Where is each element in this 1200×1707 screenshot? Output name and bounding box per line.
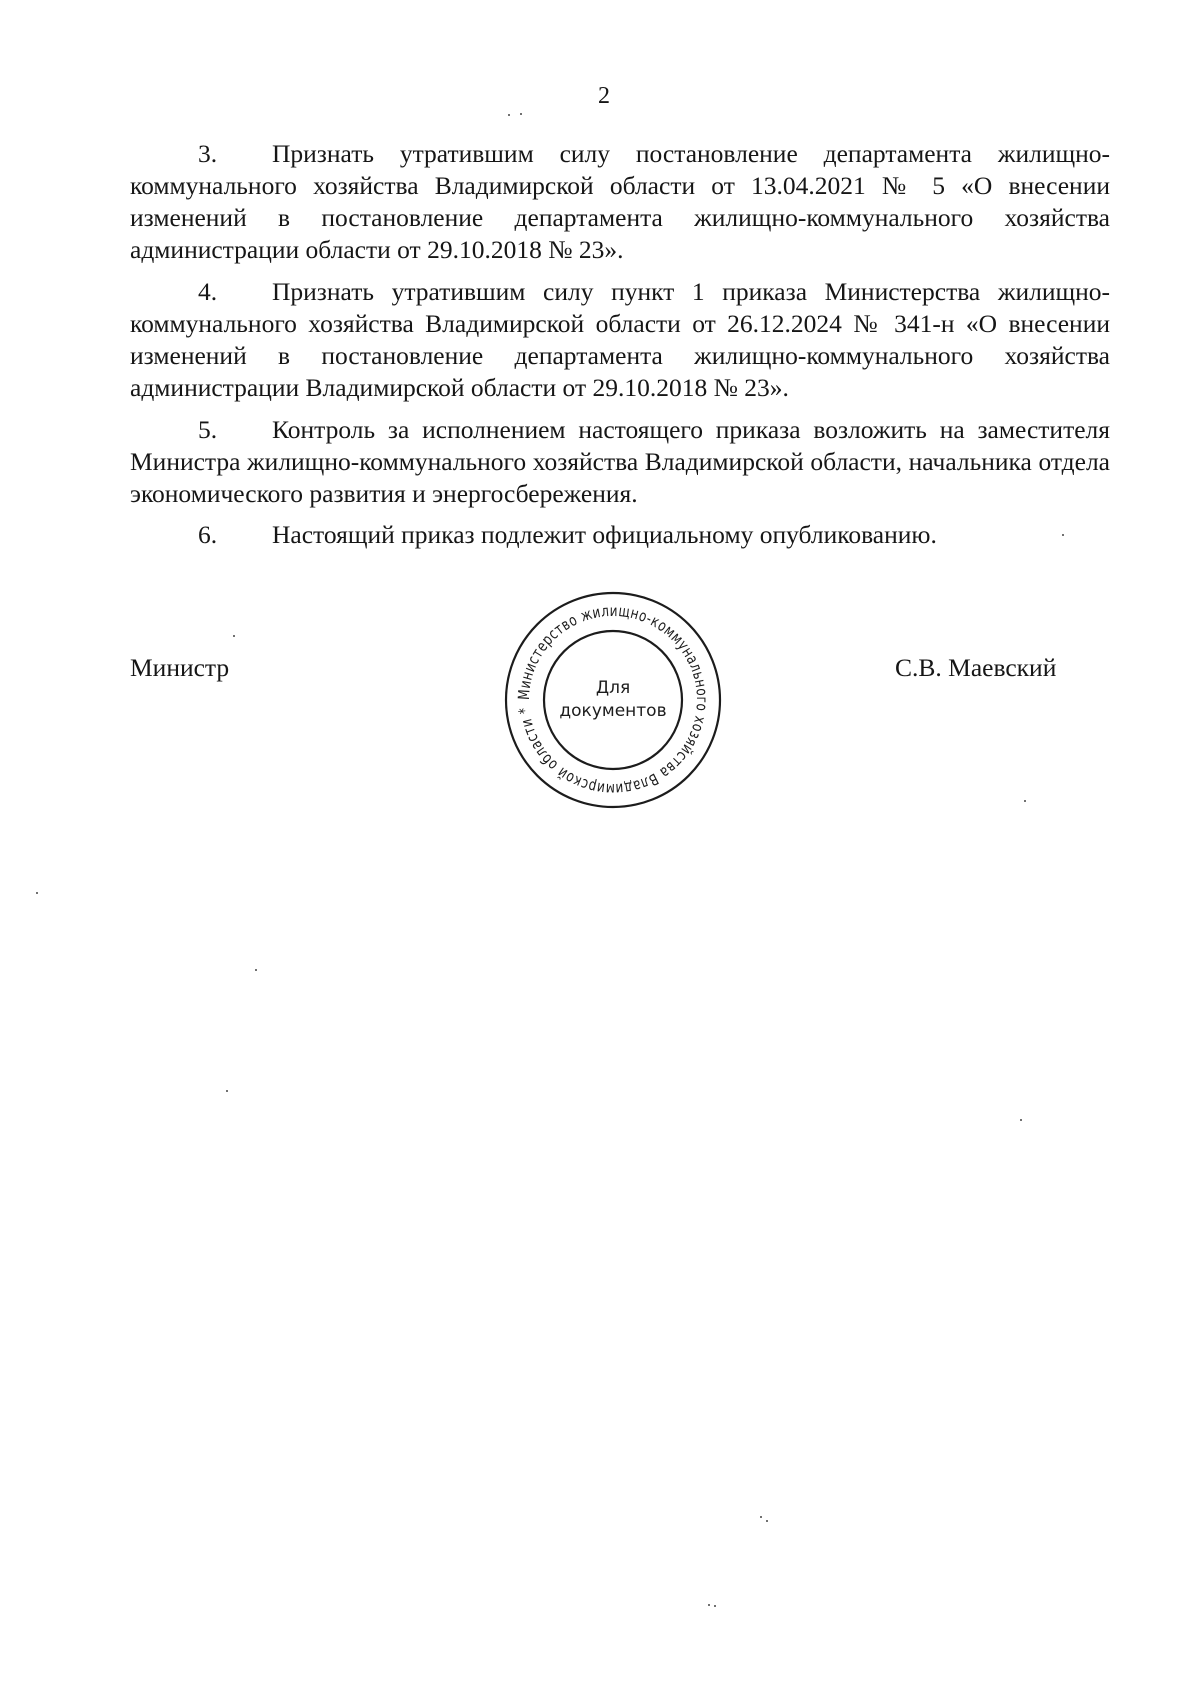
scan-speck (508, 114, 510, 116)
paragraph-text: Контроль за исполнением настоящего приказа возложить на заместителя Министра жилищно-коммунального хозяйства Владимирской области, начальника отдела экономического развития и энергосбережения. (130, 415, 1110, 508)
stamp-center-line2: документов (559, 701, 667, 721)
paragraph-3 (130, 138, 1110, 266)
scan-speck (36, 892, 38, 894)
scan-speck (1020, 1119, 1022, 1121)
paragraph-text: Признать утратившим силу постановление департамента жилищно-коммунального хозяйства Владимирской области от 13.04.2021 № 5 «О внесении изменений в постановление департамента жилищно-коммунального хозяйства администрации области от 29.10.2018 № 23». (130, 139, 1110, 264)
stamp-inner-ring (544, 631, 682, 769)
paragraph-text: Настоящий приказ подлежит официальному опубликованию. (272, 520, 937, 549)
paragraph-6 (130, 519, 1110, 551)
scan-speck (226, 1090, 228, 1092)
scan-speck (708, 1604, 710, 1606)
page-number: 2 (598, 83, 610, 109)
paragraph-number: 5. (198, 415, 218, 444)
scan-speck (1062, 534, 1064, 536)
scan-speck (255, 969, 257, 971)
official-stamp (498, 585, 728, 815)
stamp-outer-ring (506, 593, 720, 807)
stamp-center-line1: Для (595, 678, 631, 698)
paragraph-number: 3. (198, 139, 218, 168)
scan-speck (714, 1605, 716, 1607)
paragraph-4 (130, 276, 1110, 404)
signer-name: С.В. Маевский (895, 653, 1057, 682)
paragraph-number: 4. (198, 277, 218, 306)
paragraph-5 (130, 414, 1110, 510)
scan-speck (1024, 800, 1026, 802)
paragraph-text: Признать утратившим силу пункт 1 приказа Министерства жилищно-коммунального хозяйства Владимирской области от 26.12.2024 № 341-н «О внесении изменений в постановление департамента жилищно-коммунального хозяйства администрации Владимирской области от 29.10.2018 № 23». (130, 277, 1110, 402)
signer-title: Министр (130, 653, 230, 682)
scan-speck (233, 635, 235, 637)
scan-speck (520, 113, 522, 115)
stamp-ring-text: Министерство жилищно-коммунального хозяйства Владимирской области * (514, 601, 712, 799)
scan-speck (760, 1516, 762, 1518)
scan-speck (766, 1520, 768, 1522)
paragraph-number: 6. (198, 520, 218, 549)
